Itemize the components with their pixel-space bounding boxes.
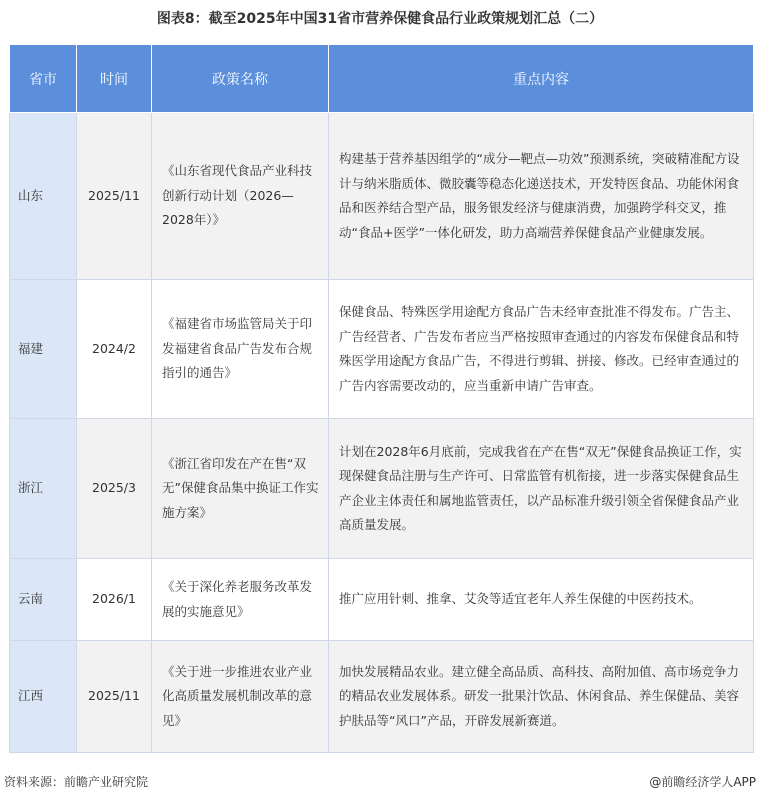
time-cell: 2024/2 [77,280,152,419]
table-header-row [10,45,754,113]
header-province: 省市 [10,45,77,113]
policy-name-cell: 《山东省现代食品产业科技创新行动计划（2026—2028年）》 [152,113,329,280]
header-policy-name: 政策名称 [152,45,329,113]
content-cell: 推广应用针刺、推拿、艾灸等适宜老年人养生保健的中医药技术。 [329,559,754,641]
province-cell: 浙江 [10,419,77,559]
table-row [10,113,754,280]
table-row [10,641,754,753]
page-title: 图表8：截至2025年中国31省市营养保健食品行业政策规划汇总（二） [156,11,604,27]
table-row [10,419,754,559]
time-cell: 2025/11 [77,113,152,280]
header-time: 时间 [77,45,152,113]
content-cell: 加快发展精品农业。建立健全高品质、高科技、高附加值、高市场竞争力的精品农业发展体系。研发一批果汁饮品、休闲食品、养生保健品、美容护肤品等“风口”产品，开辟发展新赛道。 [329,641,754,753]
policy-name-cell: 《关于进一步推进农业产业化高质量发展机制改革的意见》 [152,641,329,753]
source-note: 资料来源：前瞻产业研究院 [4,775,149,789]
time-cell: 2025/11 [77,641,152,753]
content-cell: 构建基于营养基因组学的“成分—靶点—功效”预测系统，突破精准配方设计与纳米脂质体、微胶囊等稳态化递送技术，开发特医食品、功能休闲食品和医养结合型产品，服务银发经济与健康消费，加强跨学科交叉，推动“食品+医学”一体化研发，助力高端营养保健食品产业健康发展。 [329,113,754,280]
content-cell: 保健食品、特殊医学用途配方食品广告未经审查批准不得发布。广告主、广告经营者、广告发布者应当严格按照审查通过的内容发布保健食品和特殊医学用途配方食品广告，不得进行剪辑、拼接、修改。已经审查通过的广告内容需要改动的，应当重新申请广告审查。 [329,280,754,419]
policy-name-cell: 《浙江省印发在产在售“双无”保健食品集中换证工作实施方案》 [152,419,329,559]
province-cell: 云南 [10,559,77,641]
content-cell: 计划在2028年6月底前，完成我省在产在售“双无”保健食品换证工作，实现保健食品注册与生产许可、日常监管有机衔接，进一步落实保健食品生产企业主体责任和属地监管责任，以产品标准升级引领全省保健食品产业高质量发展。 [329,419,754,559]
province-cell: 福建 [10,280,77,419]
brand-credit: @前瞻经济学人APP [649,775,756,789]
table-row [10,280,754,419]
time-cell: 2025/3 [77,419,152,559]
policy-table [9,44,754,753]
header-key-content: 重点内容 [329,45,754,113]
policy-name-cell: 《福建省市场监管局关于印发福建省食品广告发布合规指引的通告》 [152,280,329,419]
province-cell: 山东 [10,113,77,280]
province-cell: 江西 [10,641,77,753]
policy-name-cell: 《关于深化养老服务改革发展的实施意见》 [152,559,329,641]
table-row [10,559,754,641]
time-cell: 2026/1 [77,559,152,641]
